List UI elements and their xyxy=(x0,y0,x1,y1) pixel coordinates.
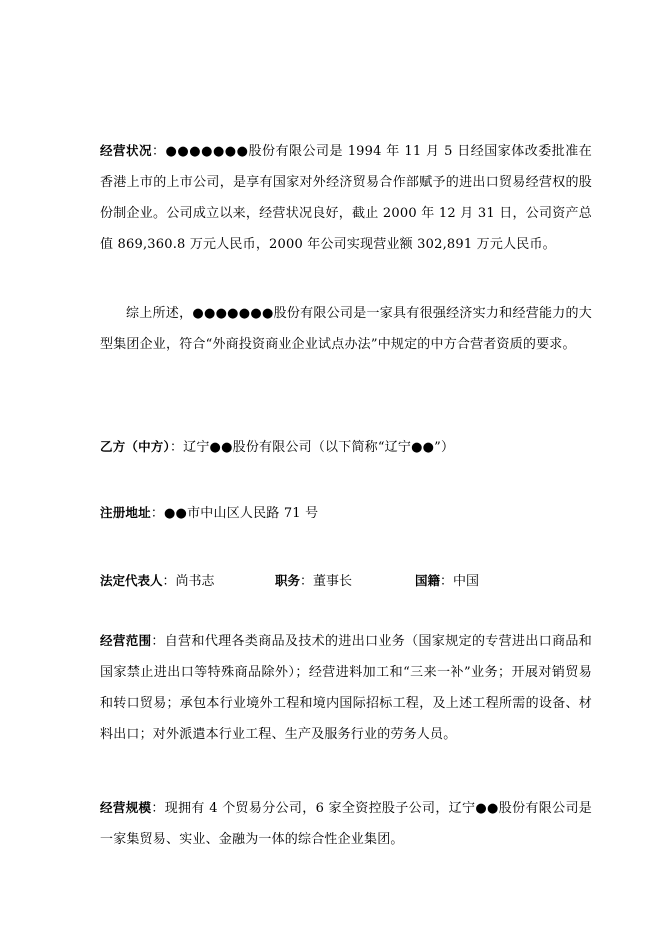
business-scope-label: 经营范围 xyxy=(100,633,152,648)
position-cell xyxy=(275,565,352,597)
legal-representative-row xyxy=(100,565,592,596)
registered-address-text: ：●●市中山区人民路 71 号 xyxy=(150,506,319,521)
business-scale-label: 经营规模 xyxy=(100,800,152,815)
business-scale-text: ：现拥有 4 个贸易分公司，6 家全资控股子公司，辽宁●●股份有限公司是一家集贸易、实业、金融为一体的综合性企业集团。 xyxy=(100,801,592,847)
nationality-value: ：中国 xyxy=(440,574,480,589)
position-value: ：董事长 xyxy=(300,574,353,589)
business-scale-paragraph xyxy=(100,792,592,855)
legal-rep-label: 法定代表人 xyxy=(100,573,163,588)
nationality-cell xyxy=(415,565,479,597)
party-b-paragraph xyxy=(100,431,592,463)
legal-rep-value: ：尚书志 xyxy=(162,574,215,589)
business-scope-text: ：自营和代理各类商品及技术的进出口业务（国家规定的专营进出口商品和国家禁止进出口等特殊商品除外）；经营进料加工和“三来一补”业务；开展对销贸易和转口贸易；承包本行业境外工程和境内国际招标工程，及上述工程所需的设备、材料出口；对外派遣本行业工程、生产及服务行业的劳务人员。 xyxy=(100,634,592,742)
nationality-label: 国籍 xyxy=(415,573,441,588)
registered-address-paragraph xyxy=(100,497,592,529)
registered-address-label: 注册地址 xyxy=(100,505,151,520)
summary-paragraph xyxy=(100,298,592,360)
position-label: 职务 xyxy=(275,573,301,588)
party-b-label: 乙方（中方） xyxy=(100,439,170,454)
summary-text: 综上所述，●●●●●●●股份有限公司是一家具有很强经济实力和经营能力的大型集团企业，符合“外商投资商业企业试点办法”中规定的中方合营者资质的要求。 xyxy=(100,306,592,352)
business-scope-paragraph xyxy=(100,625,592,750)
business-status-label: 经营状况 xyxy=(100,143,153,158)
business-status-paragraph xyxy=(100,135,592,260)
party-b-text: ：辽宁●●股份有限公司（以下简称“辽宁●●”） xyxy=(169,440,455,455)
legal-rep-cell xyxy=(100,565,215,597)
business-status-text: ：●●●●●●●股份有限公司是 1994 年 11 月 5 日经国家体改委批准在香港上市的上市公司，是享有国家对外经济贸易合作部赋予的进出口贸易经营权的股份制企业。公司成立以来，经营状况良好，截止 2000 年 12 月 31 日，公司资产总值 869,360.8 万元人民币，2000 年公司实现营业额 302,891 万元人民币。 xyxy=(100,144,592,252)
